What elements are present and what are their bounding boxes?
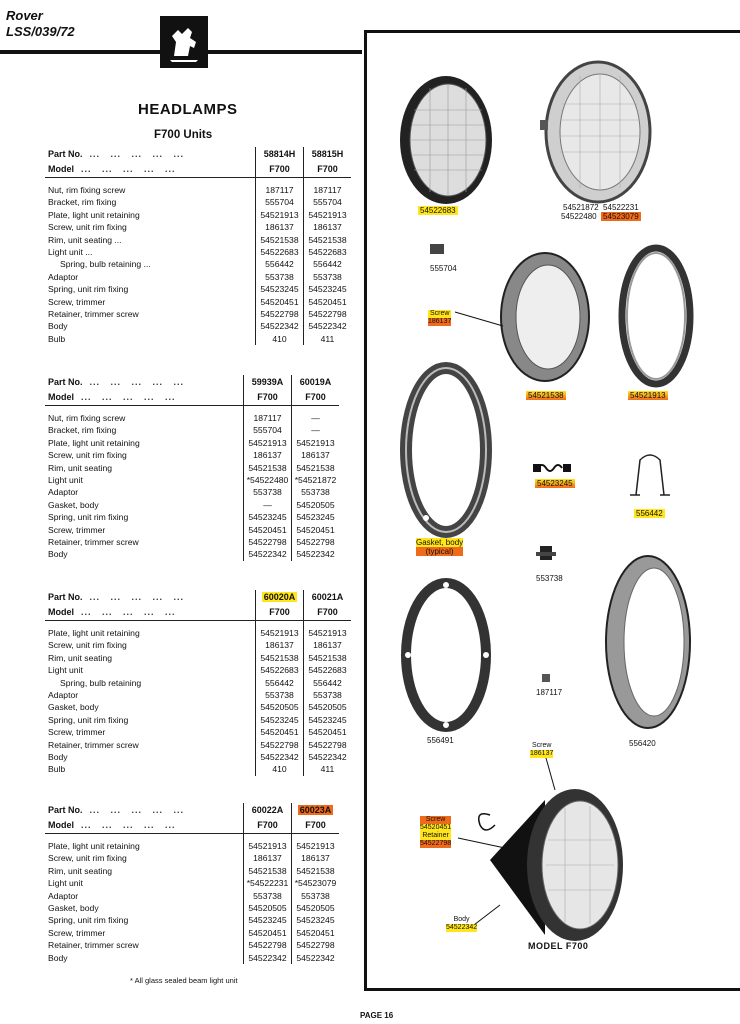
part-description: Screw, unit rim fixing: [48, 222, 127, 233]
part-description: Retainer, trimmer screw: [48, 537, 139, 548]
part-number: 553738: [244, 890, 292, 902]
rim-icon: [606, 556, 690, 728]
part-number: 54522342: [304, 320, 352, 332]
part-number: 54521913: [256, 209, 304, 221]
part-description: Retainer, trimmer screw: [48, 309, 139, 320]
part-number: 555704: [304, 196, 352, 208]
part-number: *54522480: [244, 474, 292, 486]
part-description: Spring, unit rim fixing: [48, 714, 129, 725]
leader-dots: ... ... ... ... ...: [82, 805, 185, 816]
part-number: 54521913: [304, 209, 352, 221]
part-number: 54522342: [244, 548, 292, 560]
part-number: 186137: [256, 221, 304, 233]
model-col-1: F700: [244, 390, 292, 406]
part-number: 54522342: [292, 952, 340, 964]
part-description: Light unit: [48, 665, 83, 676]
part-number: 54522798: [292, 536, 340, 548]
leader-dots: ... ... ... ... ...: [82, 149, 185, 160]
label-lamp1: 54522683: [420, 206, 456, 215]
document-code: LSS/039/72: [6, 24, 75, 39]
part-number: 54522683: [304, 246, 352, 258]
part-description: Nut, rim fixing screw: [48, 413, 126, 423]
part-no-text: Part No.: [48, 805, 83, 816]
sealed-beam-unit-icon: [400, 76, 492, 204]
page-number: PAGE 16: [360, 1011, 394, 1020]
part-number: 54521538: [304, 234, 352, 246]
part-number: 54522342: [292, 548, 340, 560]
part-number: 555704: [244, 424, 292, 436]
part-no-value: 59939A: [251, 377, 284, 388]
part-number: 411: [304, 333, 352, 345]
part-number: 54520451: [244, 927, 292, 939]
part-number: *54521872: [292, 474, 340, 486]
part-number: 54520451: [292, 524, 340, 536]
label-body: Body 54522342: [446, 916, 478, 931]
part-number: 54521913: [304, 627, 352, 639]
part-description: Screw, unit rim fixing: [48, 640, 127, 651]
part-number: 54522342: [304, 751, 352, 763]
part-number: 553738: [292, 890, 340, 902]
leader-dots: ... ... ... ... ...: [74, 607, 176, 618]
part-description: Nut, rim fixing screw: [48, 185, 126, 195]
part-number: 54523245: [292, 511, 340, 523]
part-number: 54520505: [244, 902, 292, 914]
part-number: 186137: [292, 449, 340, 461]
part-description: Spring, unit rim fixing: [48, 512, 129, 523]
part-number: *54523079: [292, 877, 340, 889]
part-number: 54523245: [256, 283, 304, 295]
part-number: 54523245: [292, 914, 340, 926]
part-description: Body: [48, 752, 68, 763]
part-number: 186137: [292, 852, 340, 864]
model-text: Model: [48, 607, 74, 618]
part-number: 54522342: [256, 320, 304, 332]
part-number: 54521538: [256, 234, 304, 246]
part-description: Adaptor: [48, 890, 79, 901]
part-number: 54520505: [304, 701, 352, 713]
model-text: Model: [48, 164, 74, 175]
part-no-value: 60020A: [263, 592, 296, 603]
part-no-value: 60023A: [299, 805, 332, 816]
part-number: 54523245: [244, 511, 292, 523]
part-number: 54520451: [244, 524, 292, 536]
label-nut: 187117: [536, 688, 563, 697]
part-number: 54520505: [292, 902, 340, 914]
part-number: 54522342: [244, 952, 292, 964]
model-text: Model: [48, 392, 74, 403]
part-number: 54522683: [256, 664, 304, 676]
part-description: Spring, unit rim fixing: [48, 915, 129, 926]
label-spring: 54523245: [537, 479, 573, 488]
part-number: 54521538: [292, 865, 340, 877]
part-description: Gasket, body: [48, 702, 99, 713]
part-number: 54521538: [244, 462, 292, 474]
part-no-value: 60021A: [311, 592, 344, 603]
part-number: 54520451: [256, 296, 304, 308]
part-number: 54523245: [304, 283, 352, 295]
part-number: 553738: [292, 486, 340, 498]
leader-dots: ... ... ... ... ...: [74, 164, 176, 175]
label-ring: 556491: [427, 736, 454, 745]
part-number: 187117: [256, 184, 304, 196]
part-number: 186137: [244, 852, 292, 864]
label-screw1: Screw 186137: [428, 310, 452, 325]
part-description: Screw, unit rim fixing: [48, 853, 127, 864]
part-description: Plate, light unit retaining: [48, 209, 140, 220]
model-col-2: F700: [292, 818, 340, 834]
part-number: 556442: [304, 677, 352, 689]
part-description: Screw, trimmer: [48, 296, 106, 307]
part-description: Bulb: [48, 764, 66, 775]
part-number: 54522342: [256, 751, 304, 763]
part-description: Retainer, trimmer screw: [48, 739, 139, 750]
part-number: 54522683: [256, 246, 304, 258]
part-number: 186137: [304, 221, 352, 233]
page-title: HEADLAMPS: [138, 101, 238, 118]
part-number: 54523245: [244, 914, 292, 926]
label-adaptor: 553738: [536, 574, 563, 583]
part-number: 553738: [256, 271, 304, 283]
part-number: 555704: [256, 196, 304, 208]
part-number: 186137: [244, 449, 292, 461]
part-number: 556442: [304, 258, 352, 270]
part-description: Spring, bulb retaining ...: [60, 259, 151, 270]
part-description: Bracket, rim fixing: [48, 425, 117, 436]
part-description: Adaptor: [48, 271, 79, 282]
part-number: 54523245: [304, 714, 352, 726]
headlamp-assembly-icon: [458, 758, 623, 941]
part-number: 54521913: [292, 840, 340, 852]
rim-seating-icon: [455, 253, 589, 381]
part-description: Gasket, body: [48, 903, 99, 914]
part-description: Gasket, body: [48, 499, 99, 510]
part-number: 54521538: [304, 652, 352, 664]
footnote: * All glass sealed beam light unit: [130, 976, 238, 985]
part-description: Plate, light unit retaining: [48, 841, 140, 851]
bracket-icon: [430, 244, 444, 254]
part-no-value: 60019A: [299, 377, 332, 388]
part-number: 54522798: [244, 536, 292, 548]
sealed-beam-unit-2-icon: [540, 62, 650, 202]
part-number: 54522798: [244, 939, 292, 951]
leader-dots: ... ... ... ... ...: [74, 820, 176, 831]
part-number: 54522798: [256, 308, 304, 320]
part-description: Body: [48, 321, 68, 332]
part-description: Rim, unit seating ...: [48, 234, 122, 245]
part-number: 54522798: [292, 939, 340, 951]
part-number: 54520505: [292, 499, 340, 511]
part-no-value: 60022A: [251, 805, 284, 816]
part-number: 411: [304, 763, 352, 775]
part-number: 187117: [244, 412, 292, 424]
part-description: Rim, unit seating: [48, 462, 113, 473]
part-description: Screw, trimmer: [48, 524, 106, 535]
part-number: 54520451: [304, 296, 352, 308]
leader-dots: ... ... ... ... ...: [74, 392, 176, 403]
part-number: 54521913: [244, 840, 292, 852]
part-description: Plate, light unit retaining: [48, 628, 140, 638]
spring-icon: [534, 465, 570, 471]
label-bracket: 555704: [430, 264, 457, 273]
part-number: 54521913: [256, 627, 304, 639]
part-no-value: 58815H: [311, 149, 344, 160]
part-description: Screw, unit rim fixing: [48, 450, 127, 461]
label-screw2: Screw 186137: [530, 742, 554, 757]
part-description: Light unit ...: [48, 247, 93, 258]
part-description: Body: [48, 549, 68, 560]
part-number: —: [292, 424, 340, 436]
model-text: Model: [48, 820, 74, 831]
part-number: 553738: [244, 486, 292, 498]
part-description: Light unit: [48, 878, 83, 889]
model-col-2: F700: [292, 390, 340, 406]
part-description: Screw, trimmer: [48, 727, 106, 738]
part-number: 54522798: [304, 739, 352, 751]
label-lamp2: 54521872 54522231 54522480 54523079: [561, 203, 639, 221]
leader-dots: ... ... ... ... ...: [82, 377, 185, 388]
part-number: 54522798: [256, 739, 304, 751]
part-number: 187117: [304, 184, 352, 196]
brand-name: Rover: [6, 8, 43, 23]
part-number: 54521913: [244, 437, 292, 449]
nut-icon: [542, 674, 550, 682]
part-number: 54520451: [304, 726, 352, 738]
part-number: 556442: [256, 258, 304, 270]
part-number: 54521538: [244, 865, 292, 877]
ring-icon: [405, 582, 489, 728]
model-caption: MODEL F700: [528, 941, 589, 951]
part-description: Retainer, trimmer screw: [48, 940, 139, 951]
part-description: Bulb: [48, 333, 66, 344]
part-number: 54521538: [292, 462, 340, 474]
leader-dots: ... ... ... ... ...: [82, 592, 185, 603]
part-no-text: Part No.: [48, 592, 83, 603]
page-subtitle: F700 Units: [154, 129, 213, 141]
part-number: 54522798: [304, 308, 352, 320]
part-number: 54523245: [256, 714, 304, 726]
part-description: Screw, trimmer: [48, 927, 106, 938]
part-no-text: Part No.: [48, 377, 83, 388]
part-number: —: [244, 499, 292, 511]
part-description: Adaptor: [48, 690, 79, 701]
part-number: 553738: [304, 271, 352, 283]
part-description: Spring, bulb retaining: [60, 677, 142, 688]
part-number: 54520451: [292, 927, 340, 939]
model-col-2: F700: [304, 605, 352, 621]
gasket-icon: [406, 368, 486, 532]
label-screw-retainer: Screw 54520451 Retainer 54522798: [420, 816, 452, 847]
part-number: 54520451: [256, 726, 304, 738]
label-rim2: 556420: [629, 739, 656, 748]
label-plate: 54521913: [630, 391, 666, 400]
label-bulb-spring: 556442: [636, 509, 663, 518]
part-number: 54521538: [256, 652, 304, 664]
part-description: Bracket, rim fixing: [48, 197, 117, 208]
model-col-1: F700: [256, 605, 304, 621]
part-number: 556442: [256, 677, 304, 689]
part-description: Plate, light unit retaining: [48, 437, 140, 448]
part-description: Light unit: [48, 475, 83, 486]
part-description: Body: [48, 952, 68, 963]
bulb-spring-icon: [630, 455, 670, 495]
part-number: 186137: [304, 639, 352, 651]
part-no-value: 58814H: [263, 149, 296, 160]
part-description: Spring, unit rim fixing: [48, 284, 129, 295]
part-number: 186137: [256, 639, 304, 651]
part-number: *54522231: [244, 877, 292, 889]
part-number: 54522683: [304, 664, 352, 676]
model-col-1: F700: [244, 818, 292, 834]
part-number: 410: [256, 763, 304, 775]
part-number: 410: [256, 333, 304, 345]
retaining-plate-icon: [622, 248, 690, 384]
label-gasket: Gasket, body (typical): [416, 538, 464, 556]
label-rim-seating: 54521538: [528, 391, 564, 400]
part-description: Adaptor: [48, 487, 79, 498]
part-number: —: [292, 412, 340, 424]
model-col-2: F700: [304, 162, 352, 178]
model-col-1: F700: [256, 162, 304, 178]
part-number: 553738: [256, 689, 304, 701]
part-number: 54521913: [292, 437, 340, 449]
part-number: 54520505: [256, 701, 304, 713]
adaptor-icon: [536, 546, 556, 560]
part-no-text: Part No.: [48, 149, 83, 160]
part-number: 553738: [304, 689, 352, 701]
part-description: Rim, unit seating: [48, 652, 113, 663]
part-description: Rim, unit seating: [48, 865, 113, 876]
